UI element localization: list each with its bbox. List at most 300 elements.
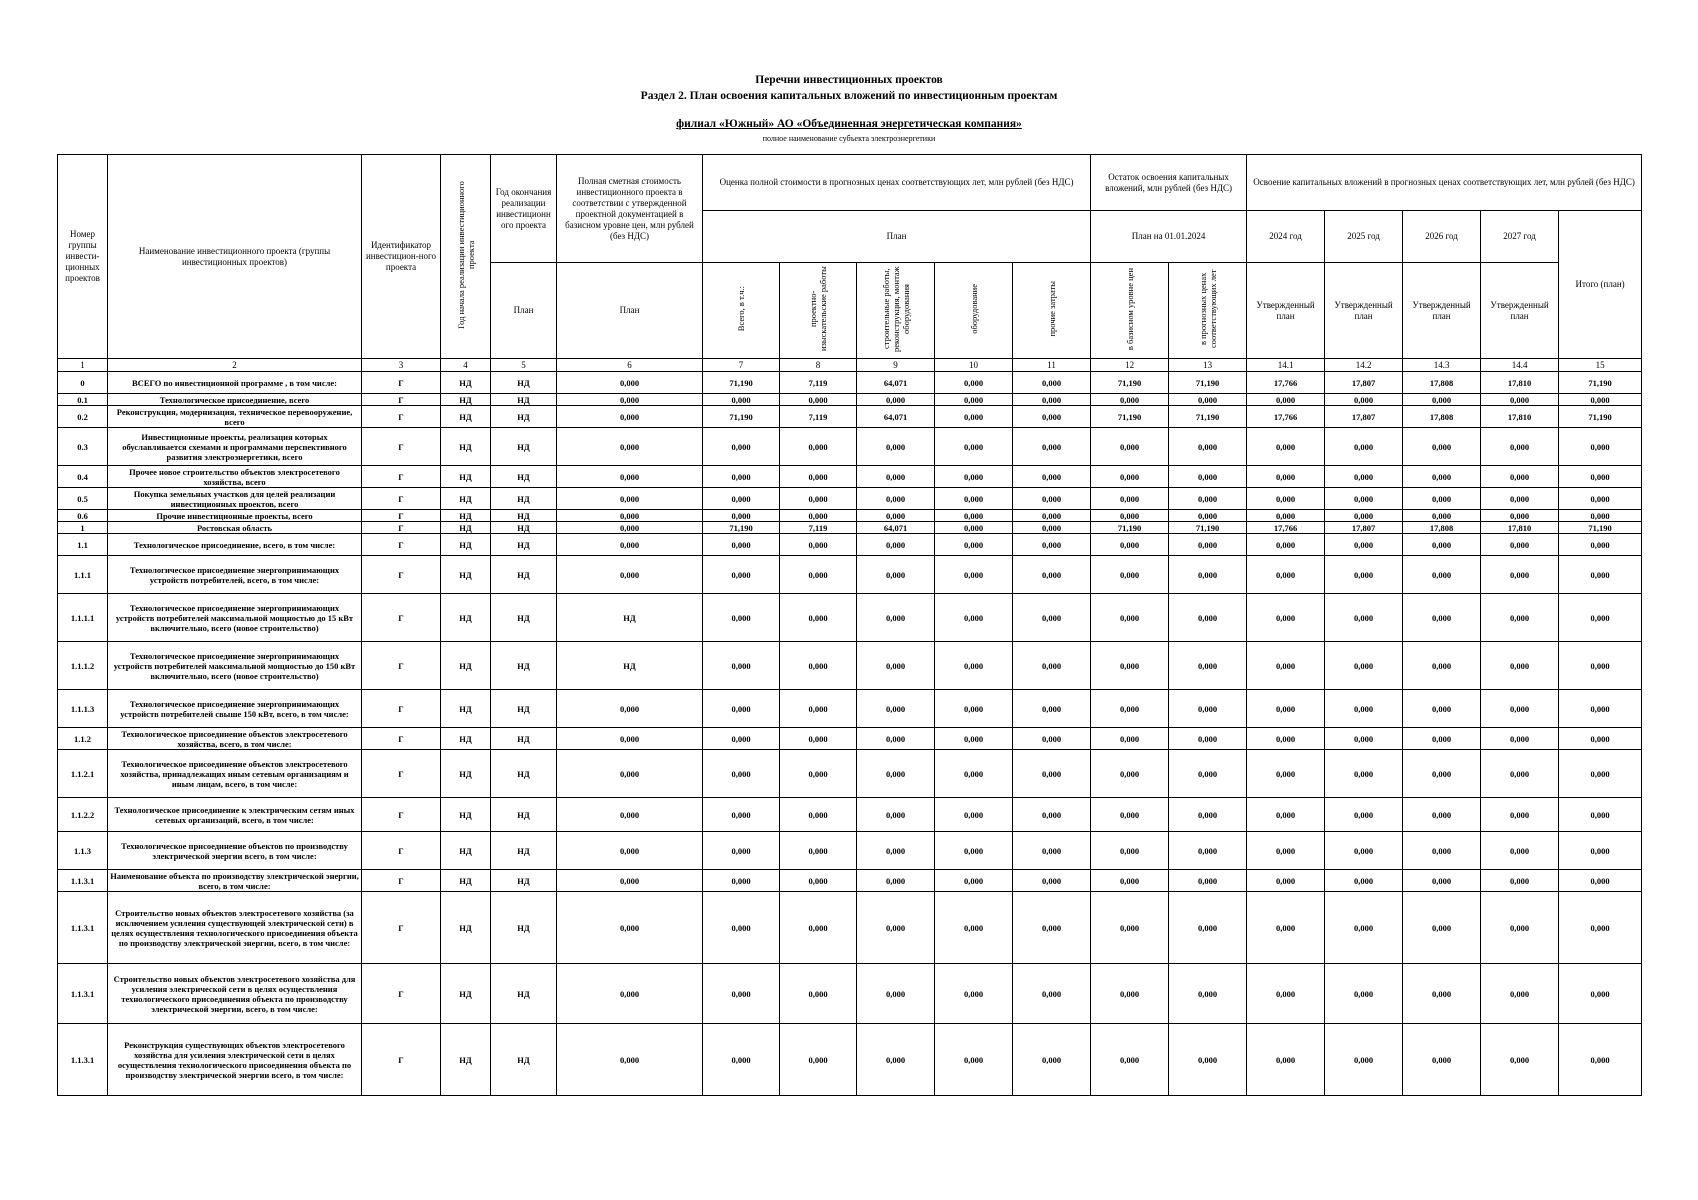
row-value: 0,000 [1559,892,1642,964]
row-full-cost: 0,000 [557,466,703,488]
row-value: 0,000 [1169,832,1247,870]
col-number: 8 [780,359,857,372]
row-value: 64,071 [857,372,935,394]
row-identifier: Г [362,372,441,394]
row-value: 0,000 [1013,1024,1091,1096]
row-identifier: Г [362,406,441,428]
row-value: 0,000 [1013,510,1091,522]
row-number: 0 [58,372,108,394]
row-value: 0,000 [1403,690,1481,728]
row-number: 1.1.3.1 [58,964,108,1024]
row-value: 0,000 [1481,798,1559,832]
row-value: 0,000 [1481,428,1559,466]
row-value: 7,119 [780,522,857,534]
row-value: 71,190 [1559,522,1642,534]
row-value: 0,000 [1247,642,1325,690]
col-header-full-cost: Полная сметная стоимость инвестиционного проекта в соответствии с утвержденной проектной документацией в базисном уровне цен, млн рублей (без НДС) [557,155,703,263]
row-value: 0,000 [1559,1024,1642,1096]
row-value: 71,190 [703,372,780,394]
row-value: 0,000 [857,556,935,594]
row-value: 0,000 [1247,892,1325,964]
row-value: 0,000 [1169,594,1247,642]
row-value: 71,190 [1091,522,1169,534]
row-value: 0,000 [1481,892,1559,964]
row-value: 0,000 [780,556,857,594]
row-number: 1.1.3.1 [58,1024,108,1096]
row-value: 0,000 [1325,394,1403,406]
row-name: Технологическое присоединение, всего, в том числе: [108,534,362,556]
table-row [58,510,1642,522]
row-value: 0,000 [1169,728,1247,750]
row-start-year: НД [441,870,491,892]
row-end-year: НД [491,750,557,798]
row-value: 0,000 [1325,642,1403,690]
row-value: 0,000 [1481,556,1559,594]
row-name: Реконструкция, модернизация, техническое перевооружение, всего [108,406,362,428]
row-end-year: НД [491,510,557,522]
row-name: Ростовская область [108,522,362,534]
row-value: 0,000 [780,892,857,964]
row-value: 0,000 [780,750,857,798]
row-value: 0,000 [1481,750,1559,798]
row-value: 0,000 [1403,1024,1481,1096]
row-value: 0,000 [1559,534,1642,556]
row-value: 0,000 [857,534,935,556]
row-value: 0,000 [1481,594,1559,642]
row-value: 0,000 [780,964,857,1024]
row-value: 0,000 [1325,510,1403,522]
row-number: 1.1.2.1 [58,750,108,798]
row-end-year: НД [491,466,557,488]
row-full-cost: 0,000 [557,690,703,728]
row-value: 0,000 [780,798,857,832]
row-value: 0,000 [1325,892,1403,964]
row-value: 0,000 [1091,428,1169,466]
row-value: 0,000 [1481,964,1559,1024]
row-value: 0,000 [1403,798,1481,832]
row-start-year: НД [441,964,491,1024]
row-value: 0,000 [1325,798,1403,832]
row-value: 0,000 [1559,728,1642,750]
row-identifier: Г [362,690,441,728]
row-value: 0,000 [857,428,935,466]
row-value: 0,000 [935,870,1013,892]
row-value: 0,000 [780,690,857,728]
row-identifier: Г [362,728,441,750]
row-value: 0,000 [1013,394,1091,406]
table-row [58,466,1642,488]
row-number: 1.1.3 [58,832,108,870]
row-end-year: НД [491,406,557,428]
row-full-cost: 0,000 [557,394,703,406]
row-end-year: НД [491,372,557,394]
row-end-year: НД [491,522,557,534]
row-value: 17,808 [1403,522,1481,534]
row-value: 0,000 [1247,594,1325,642]
row-start-year: НД [441,690,491,728]
row-value: 0,000 [1169,428,1247,466]
table-header [58,155,1642,372]
row-value: 0,000 [1559,964,1642,1024]
row-value: 0,000 [703,750,780,798]
row-value: 0,000 [935,798,1013,832]
row-value: 0,000 [780,510,857,522]
col-number: 3 [362,359,441,372]
row-name: Технологическое присоединение объектов электросетевого хозяйства, всего, в том числе: [108,728,362,750]
row-full-cost: 0,000 [557,534,703,556]
row-full-cost: НД [557,642,703,690]
row-value: 0,000 [1325,964,1403,1024]
base-prices-label: в базисном уровне цен [1124,267,1135,351]
row-value: 0,000 [1481,488,1559,510]
column-number-row [58,359,1642,372]
row-value: 0,000 [1403,892,1481,964]
row-value: 0,000 [1169,510,1247,522]
row-value: 0,000 [780,1024,857,1096]
table-row [58,556,1642,594]
table-body [58,372,1642,1096]
row-value: 71,190 [1559,372,1642,394]
row-number: 0.3 [58,428,108,466]
row-value: 0,000 [703,964,780,1024]
row-value: 0,000 [935,1024,1013,1096]
row-value: 0,000 [1403,488,1481,510]
row-value: 0,000 [703,728,780,750]
row-value: 0,000 [1013,534,1091,556]
row-value: 0,000 [1481,466,1559,488]
row-identifier: Г [362,510,441,522]
row-start-year: НД [441,594,491,642]
col-number: 10 [935,359,1013,372]
row-value: 0,000 [1091,750,1169,798]
row-value: 0,000 [1325,556,1403,594]
row-value: 0,000 [935,510,1013,522]
row-value: 0,000 [1325,534,1403,556]
row-number: 1.1.3.1 [58,892,108,964]
row-value: 0,000 [857,394,935,406]
row-value: 0,000 [780,466,857,488]
group-header-remaining: Остаток освоения капитальных вложений, млн рублей (без НДС) [1091,155,1247,211]
row-end-year: НД [491,642,557,690]
row-value: 0,000 [703,690,780,728]
col-header-project-name: Наименование инвестиционного проекта (группы инвестиционных проектов) [108,155,362,359]
row-end-year: НД [491,394,557,406]
col-header-forecast-prices [1169,263,1247,359]
company-caption: полное наименование субъекта электроэнергетики [762,134,936,143]
row-value: 0,000 [1091,892,1169,964]
row-value: 0,000 [1169,534,1247,556]
row-identifier: Г [362,798,441,832]
row-value: 0,000 [1559,798,1642,832]
row-value: 0,000 [1403,510,1481,522]
table-row [58,394,1642,406]
col-number: 4 [441,359,491,372]
row-start-year: НД [441,534,491,556]
row-value: 0,000 [1403,750,1481,798]
row-value: 0,000 [1013,406,1091,428]
row-name: ВСЕГО по инвестиционной программе , в том числе: [108,372,362,394]
row-value: 0,000 [935,406,1013,428]
row-value: 0,000 [1325,488,1403,510]
col-number: 12 [1091,359,1169,372]
row-identifier: Г [362,488,441,510]
row-value: 71,190 [1169,522,1247,534]
col-number: 14.3 [1403,359,1481,372]
row-value: 0,000 [1325,1024,1403,1096]
full-cost-plan: План [557,263,703,359]
row-name: Технологическое присоединение объектов по производству электрической энергии всего, в том числе: [108,832,362,870]
row-identifier: Г [362,394,441,406]
row-start-year: НД [441,394,491,406]
row-value: 17,810 [1481,522,1559,534]
row-end-year: НД [491,832,557,870]
row-start-year: НД [441,728,491,750]
row-value: 0,000 [780,394,857,406]
table-row [58,1024,1642,1096]
row-value: 0,000 [1559,556,1642,594]
row-value: 0,000 [1169,556,1247,594]
row-value: 0,000 [1013,522,1091,534]
row-value: 0,000 [1403,870,1481,892]
row-value: 0,000 [1091,488,1169,510]
row-value: 0,000 [935,964,1013,1024]
row-number: 0.1 [58,394,108,406]
row-identifier: Г [362,832,441,870]
row-value: 0,000 [1091,728,1169,750]
row-name: Прочее новое строительство объектов электросетевого хозяйства, всего [108,466,362,488]
row-value: 0,000 [1481,510,1559,522]
row-value: 0,000 [1169,488,1247,510]
row-value: 0,000 [1169,964,1247,1024]
row-value: 0,000 [1247,964,1325,1024]
row-end-year: НД [491,594,557,642]
row-value: 0,000 [935,394,1013,406]
table-row [58,642,1642,690]
row-start-year: НД [441,892,491,964]
row-value: 0,000 [1091,556,1169,594]
row-value: 0,000 [1247,870,1325,892]
row-value: 0,000 [1247,394,1325,406]
document-title: Перечни инвестиционных проектов [755,74,943,86]
row-start-year: НД [441,1024,491,1096]
row-value: 0,000 [1481,642,1559,690]
row-full-cost: 0,000 [557,798,703,832]
row-value: 0,000 [1559,594,1642,642]
row-value: 0,000 [857,892,935,964]
col-number: 13 [1169,359,1247,372]
row-value: 0,000 [1247,750,1325,798]
table-row [58,892,1642,964]
row-value: 0,000 [1559,750,1642,798]
row-value: 0,000 [1247,428,1325,466]
row-value: 0,000 [703,466,780,488]
row-value: 0,000 [1325,690,1403,728]
row-value: 0,000 [1403,832,1481,870]
subheader-plan-on-date: План на 01.01.2024 [1091,211,1247,263]
row-value: 0,000 [857,690,935,728]
row-start-year: НД [441,750,491,798]
row-value: 0,000 [935,522,1013,534]
col-number: 11 [1013,359,1091,372]
row-value: 0,000 [1559,466,1642,488]
row-identifier: Г [362,892,441,964]
row-value: 0,000 [1247,556,1325,594]
row-value: 71,190 [1559,406,1642,428]
row-value: 0,000 [1247,728,1325,750]
row-full-cost: 0,000 [557,428,703,466]
row-value: 17,810 [1481,372,1559,394]
row-value: 0,000 [1091,832,1169,870]
table-row [58,870,1642,892]
row-value: 0,000 [703,642,780,690]
row-name: Технологическое присоединение объектов электросетевого хозяйства, принадлежащих иным сетевым организациям и иным лицам, всего, в том числе: [108,750,362,798]
row-full-cost: 0,000 [557,832,703,870]
row-identifier: Г [362,428,441,466]
row-value: 0,000 [1013,892,1091,964]
row-number: 1.1.2 [58,728,108,750]
subheader-total-plan: Итого (план) [1559,211,1642,359]
row-value: 0,000 [703,534,780,556]
row-identifier: Г [362,556,441,594]
row-value: 71,190 [1091,372,1169,394]
row-value: 0,000 [703,798,780,832]
col-number: 6 [557,359,703,372]
group-header-forecast-cost: Оценка полной стоимости в прогнозных ценах соответствующих лет, млн рублей (без НДС) [703,155,1091,211]
row-value: 71,190 [1169,372,1247,394]
row-value: 7,119 [780,372,857,394]
row-value: 0,000 [1403,964,1481,1024]
row-value: 0,000 [1091,394,1169,406]
row-name: Строительство новых объектов электросетевого хозяйства (за исключением усиления существующей электрической сети) в целях осуществления технологического присоединения объекта по производству электрической энергии, всего, в том числе: [108,892,362,964]
row-identifier: Г [362,642,441,690]
row-value: 0,000 [857,1024,935,1096]
row-value: 17,808 [1403,372,1481,394]
row-value: 0,000 [1403,534,1481,556]
row-value: 0,000 [857,466,935,488]
row-value: 17,766 [1247,406,1325,428]
row-value: 64,071 [857,406,935,428]
row-value: 0,000 [857,798,935,832]
row-number: 0.6 [58,510,108,522]
row-value: 0,000 [1247,534,1325,556]
table-row [58,372,1642,394]
row-value: 0,000 [780,832,857,870]
row-value: 0,000 [1013,690,1091,728]
col-header-equipment [935,263,1013,359]
row-value: 0,000 [1169,642,1247,690]
row-number: 1.1 [58,534,108,556]
end-year-plan: План [491,263,557,359]
other-costs-label: прочие затраты [1046,281,1057,337]
row-value: 0,000 [1325,428,1403,466]
col-header-group-number: Номер группы инвести-ционных проектов [58,155,108,359]
table-row [58,594,1642,642]
forecast-prices-label: в прогнозных ценах соответствующих лет [1197,269,1218,349]
row-end-year: НД [491,690,557,728]
table-row [58,428,1642,466]
row-end-year: НД [491,892,557,964]
row-value: 17,766 [1247,522,1325,534]
row-value: 0,000 [1013,466,1091,488]
row-value: 0,000 [935,690,1013,728]
col-number: 7 [703,359,780,372]
row-value: 0,000 [935,428,1013,466]
row-value: 0,000 [935,750,1013,798]
col-number: 5 [491,359,557,372]
row-value: 0,000 [1013,372,1091,394]
row-value: 0,000 [1559,870,1642,892]
row-value: 0,000 [1481,870,1559,892]
row-full-cost: 0,000 [557,372,703,394]
table-row [58,832,1642,870]
row-value: 0,000 [1481,394,1559,406]
row-number: 1.1.3.1 [58,870,108,892]
row-value: 0,000 [857,832,935,870]
row-value: 0,000 [1247,466,1325,488]
table-row [58,522,1642,534]
row-value: 0,000 [1013,428,1091,466]
row-value: 0,000 [1169,870,1247,892]
row-number: 1.1.1.2 [58,642,108,690]
col-number: 14.4 [1481,359,1559,372]
row-value: 0,000 [1091,870,1169,892]
row-value: 0,000 [857,964,935,1024]
row-value: 0,000 [1559,510,1642,522]
row-full-cost: 0,000 [557,728,703,750]
row-value: 0,000 [1013,488,1091,510]
row-value: 0,000 [857,642,935,690]
row-identifier: Г [362,466,441,488]
subheader-year-2025: 2025 год [1325,211,1403,263]
approved-plan-2026: Утвержденный план [1403,263,1481,359]
row-value: 0,000 [1091,642,1169,690]
row-identifier: Г [362,522,441,534]
section-title: Раздел 2. План освоения капитальных вложений по инвестиционным проектам [640,90,1058,102]
row-value: 0,000 [1169,750,1247,798]
row-value: 0,000 [1559,642,1642,690]
row-number: 1 [58,522,108,534]
row-value: 0,000 [857,488,935,510]
col-number: 1 [58,359,108,372]
row-value: 0,000 [935,534,1013,556]
row-value: 0,000 [703,556,780,594]
table-row [58,750,1642,798]
subheader-year-2024: 2024 год [1247,211,1325,263]
row-value: 0,000 [703,488,780,510]
row-number: 1.1.1 [58,556,108,594]
row-value: 0,000 [1169,466,1247,488]
row-value: 0,000 [1169,690,1247,728]
row-value: 0,000 [1481,1024,1559,1096]
company-name: филиал «Южный» АО «Объединенная энергетическая компания» [676,118,1022,130]
row-value: 0,000 [780,594,857,642]
row-name: Прочие инвестиционные проекты, всего [108,510,362,522]
total-incl-label: Всего, в т.ч.: [736,286,746,332]
row-start-year: НД [441,428,491,466]
row-name: Технологическое присоединение энергопринимающих устройств потребителей, всего, в том числе: [108,556,362,594]
construction-works-label: строительные работы, реконструкция, монтаж оборудования [880,266,911,352]
row-end-year: НД [491,798,557,832]
row-value: 0,000 [1091,534,1169,556]
table-row [58,406,1642,428]
row-value: 0,000 [1403,556,1481,594]
row-start-year: НД [441,372,491,394]
row-name: Технологическое присоединение, всего [108,394,362,406]
row-value: 0,000 [1403,428,1481,466]
row-full-cost: НД [557,594,703,642]
row-start-year: НД [441,522,491,534]
equipment-label: оборудование [968,284,979,334]
